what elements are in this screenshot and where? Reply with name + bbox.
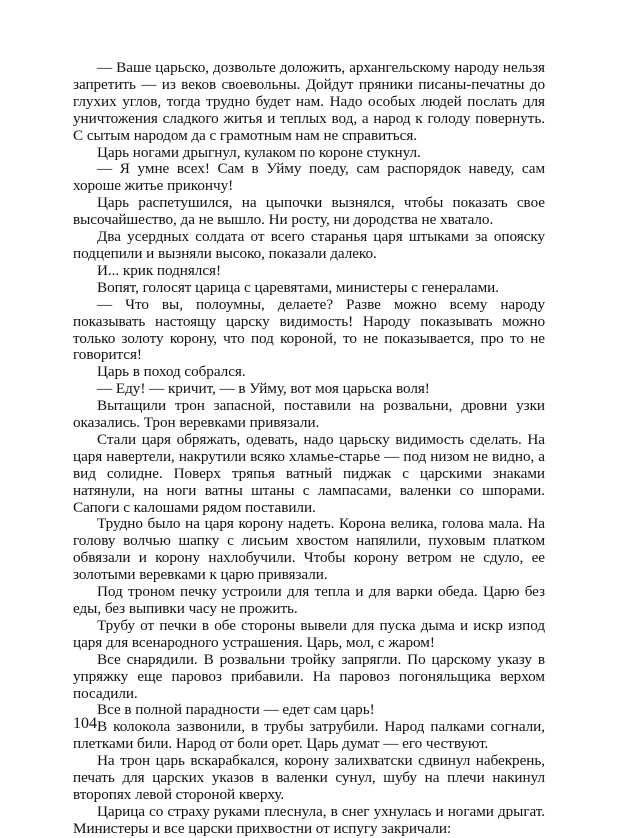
paragraph: Царь ногами дрыгнул, кулаком по короне стукнул. bbox=[97, 143, 421, 161]
paragraph: Вопят, голосят царица с царевятами, министеры с генералами. bbox=[97, 278, 499, 296]
page-text bbox=[73, 60, 545, 838]
paragraph: Царица со страху руками плеснула, в снег ухнулась и ногами дрыгат. Министеры и все царски прихвостни от испугу закричали: bbox=[73, 802, 545, 837]
paragraph: Царь распетушился, на цыпочки вызнялся, чтобы показать свое высочайшество, да не вышло. Ни росту, ни дородства не хватало. bbox=[73, 194, 545, 229]
paragraph: — Ваше царьско, дозвольте доложить, архангельскому народу нельзя запретить — из веков своевольны. Дойдут пряники писаны-печатны до глухих углов, тогда трудно будет нам. Надо особых людей послать для уничтожения сладкого житья и теплых вод, а народ к голоду повернуть. С сытым народом да с грамотным нам не справиться. bbox=[73, 59, 545, 144]
paragraph: Трубу от печки в обе стороны вывели для пуска дыма и искр изпод царя для всенародного устрашения. Царь, мол, с жаром! bbox=[73, 616, 545, 651]
paragraph: — Еду! — кричит, — в Уйму, вот моя царьска воля! bbox=[97, 380, 430, 398]
paragraph: И... крик поднялся! bbox=[97, 261, 221, 279]
paragraph: Трудно было на царя корону надеть. Корона велика, голова мала. На голову волчью шапку с лисьим хвостом напялили, пуховым платком обвязали и корону нахлобучили. Чтобы корону ветром не сдуло, ее золотыми веревками к царю привязали. bbox=[73, 515, 545, 584]
paragraph: Под троном печку устроили для тепла и для варки обеда. Царю без еды, без выпивки часу не прожить. bbox=[73, 583, 545, 617]
paragraph: В колокола зазвонили, в трубы затрубили. Народ палками согнали, плетками били. Народ от боли орет. Царь думат — его чествуют. bbox=[73, 718, 545, 753]
paragraph: — Что вы, полоумны, делаете? Разве можно всему народу показывать настоящу царску видимость! Народу показывать можно только золоту корону, что под короной, то не показывается, про то не говорится! bbox=[73, 295, 545, 364]
paragraph: На трон царь вскарабкался, корону залихватски сдвинул набекрень, печать для царских указов в валенки сунул, шубу на плечи накинул второпях левой стороной кверху. bbox=[73, 752, 545, 803]
paragraph: Царь в поход собрался. bbox=[97, 363, 246, 381]
paragraph: Два усердных солдата от всего старанья царя штыками за опояску подцепили и вызняли высоко, показали далеко. bbox=[73, 228, 545, 262]
paragraph: Стали царя обряжать, одевать, надо царьску видимость сделать. На царя навертели, накрутили всяко хламье-старье — под низом не видно, а вид солидне. Поверх тряпья ватный пиджак с царскими знаками натянули, на ноги ватны штаны с лампасами, валенки со шпорами. Сапоги с калошами рядом поставили. bbox=[73, 430, 545, 516]
page-number: 104 bbox=[73, 715, 97, 732]
paragraph: Вытащили трон запасной, поставили на розвальни, дровни узки оказались. Трон веревками привязали. bbox=[73, 397, 545, 432]
paragraph: — Я умне всех! Сам в Уйму поеду, сам распорядок наведу, сам хороше житье прикончу! bbox=[73, 160, 545, 195]
paragraph: Все в полной парадности — едет сам царь! bbox=[97, 701, 375, 719]
paragraph: Все снарядили. В розвальни тройку запрягли. По царскому указу в упряжку еще паровоз прибавили. На паровоз погоняльщика верхом посадили. bbox=[73, 650, 545, 702]
